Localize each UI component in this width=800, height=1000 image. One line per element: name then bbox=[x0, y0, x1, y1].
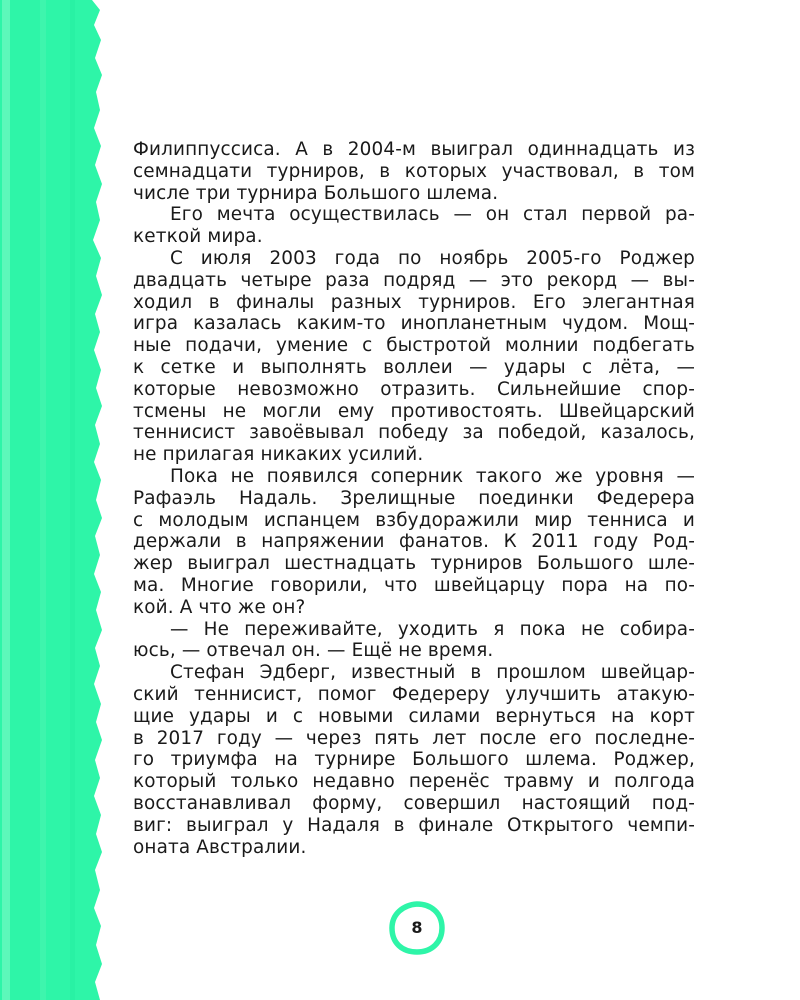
text-line: ходил в финалы разных турниров. Его элегантная bbox=[133, 291, 695, 313]
page-number: 8 bbox=[411, 918, 423, 937]
text-line: не прилагая никаких усилий. bbox=[133, 444, 424, 466]
text-line: жер выиграл шестнадцать турниров Большого шле- bbox=[133, 553, 695, 575]
text-line: го триумфа на турнире Большого шлема. Роджер, bbox=[133, 749, 695, 771]
text-line: Его мечта осуществилась — он стал первой ра- bbox=[170, 204, 695, 226]
text-line: — Не переживайте, уходить я пока не собира- bbox=[170, 618, 695, 640]
text-line: кеткой мира. bbox=[133, 226, 263, 248]
text-line: восстанавливал форму, совершил настоящий под- bbox=[133, 792, 695, 814]
text-line: теннисист завоёвывал победу за победой, казалось, bbox=[133, 422, 695, 444]
text-line: щие удары и с новыми силами вернуться на корт bbox=[133, 705, 695, 727]
text-line: семнадцати турниров, в которых участвовал, в том bbox=[133, 160, 695, 182]
text-line: Филиппуссиса. А в 2004-м выиграл одиннадцать из bbox=[133, 139, 695, 160]
text-line: с молодым испанцем взбудоражили мир тенниса и bbox=[133, 509, 695, 531]
text-line: которые невозможно отразить. Сильнейшие спор- bbox=[133, 378, 695, 400]
text-line: Стефан Эдберг, известный в прошлом швейцар- bbox=[170, 662, 695, 684]
text-line: кой. А что же он? bbox=[133, 596, 306, 618]
text-line: держали в напряжении фанатов. К 2011 году Род- bbox=[133, 531, 695, 553]
text-line: в 2017 году — через пять лет после его последне- bbox=[133, 727, 695, 749]
text-line: виг: выиграл у Надаля в финале Открытого чемпи- bbox=[133, 814, 695, 836]
text-line: к сетке и выполнять воллеи — удары с лёта, — bbox=[133, 356, 695, 378]
text-line: ский теннисист, помог Федереру улучшить атакую- bbox=[133, 683, 695, 705]
page-number-badge bbox=[387, 900, 447, 956]
text-line: числе три турнира Большого шлема. bbox=[133, 182, 499, 204]
text-line: Пока не появился соперник такого же уровня — bbox=[170, 465, 695, 487]
text-line: ма. Многие говорили, что швейцарцу пора на по- bbox=[133, 574, 695, 596]
article-text bbox=[133, 139, 695, 858]
text-line: тсмены не могли ему противостоять. Швейцарский bbox=[133, 400, 695, 422]
decorative-side-strip bbox=[0, 0, 104, 1000]
text-line: двадцать четыре раза подряд — это рекорд — вы- bbox=[133, 269, 695, 291]
text-line: который только недавно перенёс травму и полгода bbox=[133, 771, 695, 793]
text-line: С июля 2003 года по ноябрь 2005-го Роджер bbox=[170, 247, 695, 269]
text-line: ные подачи, умение с быстротой молнии подбегать bbox=[133, 335, 695, 357]
text-line: юсь, — отвечал он. — Ещё не время. bbox=[133, 640, 494, 662]
text-line: оната Австралии. bbox=[133, 836, 307, 858]
text-line: игра казалась каким-то инопланетным чудом. Мощ- bbox=[133, 313, 695, 335]
text-line: Рафаэль Надаль. Зрелищные поединки Федерера bbox=[133, 487, 695, 509]
